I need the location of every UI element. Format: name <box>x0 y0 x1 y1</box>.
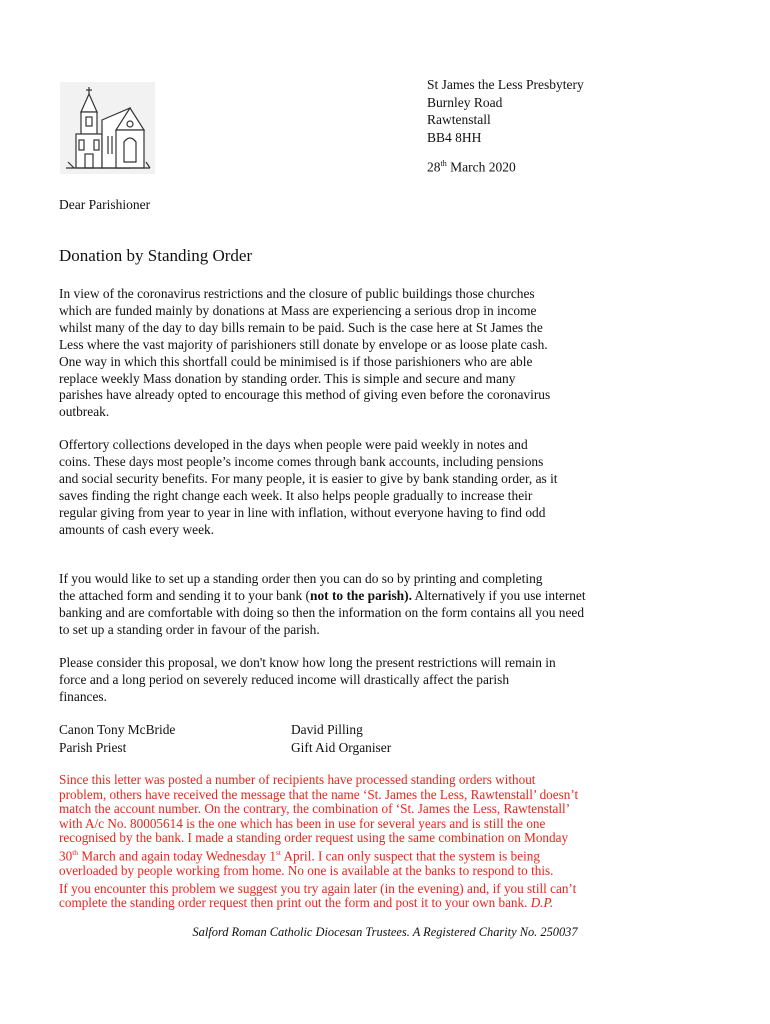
paragraph-instructions: If you would like to set up a standing order then you can do so by printing and completing the attached form and sending it to your bank (not to the parish). Alternatively if you use internet banking and are comfortable with doing so then the information on the form contains all you need to set up a standing order in favour of the parish. <box>59 571 586 637</box>
paragraph-closing: Please consider this proposal, we don't know how long the present restrictions will remain in force and a long period on severely reduced income will drastically affect the parish finances. <box>59 655 556 704</box>
church-logo <box>60 82 155 174</box>
address-line: Burnley Road <box>427 94 503 110</box>
charity-footer: Salford Roman Catholic Diocesan Trustees. A Registered Charity No. 250037 <box>192 925 578 939</box>
paragraph-intro: In view of the coronavirus restrictions and the closure of public buildings those churches which are funded mainly by donations at Mass are experiencing a serious drop in income whilst many of the day to day bills remain to be paid. Such is the case here at St James the Less where the vast majority of parishioners still donate by envelope or as loose plate cash. One way in which this shortfall could be minimised is if those parishioners who are able replace weekly Mass donation by standing order. This is simple and secure and many parishes have already opted to encourage this method of giving even before the coronavirus outbreak. <box>59 286 551 420</box>
salutation: Dear Parishioner <box>59 197 151 212</box>
signatory-name: Canon Tony McBride <box>59 722 176 737</box>
signatory-name: David Pilling <box>291 722 363 737</box>
address-line: Rawtenstall <box>427 112 491 127</box>
address-line: BB4 8HH <box>427 129 482 145</box>
signature-priest <box>59 721 175 756</box>
letter-date: 28th March 2020 <box>427 159 516 175</box>
signatory-role: Parish Priest <box>59 739 127 755</box>
initials: D.P. <box>530 895 554 911</box>
address-line: St James the Less Presbytery <box>427 77 584 92</box>
bold-emphasis: not to the parish). <box>310 587 412 603</box>
paragraph-offertory: Offertory collections developed in the days when people were paid weekly in notes and coins. These days most people’s income comes through bank accounts, including pensions and social security benefits. For many people, it is easier to give by bank standing order, as it saves finding the right change each week. It also helps people gradually to increase their regular giving from year to year in line with inflation, without everyone having to find odd amounts of cash every week. <box>59 437 558 537</box>
sender-address <box>427 76 584 146</box>
signatory-role: Gift Aid Organiser <box>291 739 392 755</box>
letter-title: Donation by Standing Order <box>59 246 253 265</box>
update-notice: Since this letter was posted a number of recipients have processed standing orders without problem, others have received the message that the name ‘St. James the Less, Rawtenstall’ doesn’t match the account number. On the contrary, the combination of ‘St. James the Less, Rawtenstall’ with A/c No. 80005614 is the one which has been in use for several years and is still the one recognised by the bank. I made a standing order request using the same combination on Monday 30th March and again today Wednesday 1st April. I can only suspect that the system is being overloaded by people working from home. No one is available at the banks to respond to this. If you encounter this problem we suggest you try again later (in the evening) and, if you still can’t complete the standing order request then print out the form and post it to your own bank. D.P. <box>59 772 579 911</box>
signature-gift-aid <box>291 721 391 756</box>
